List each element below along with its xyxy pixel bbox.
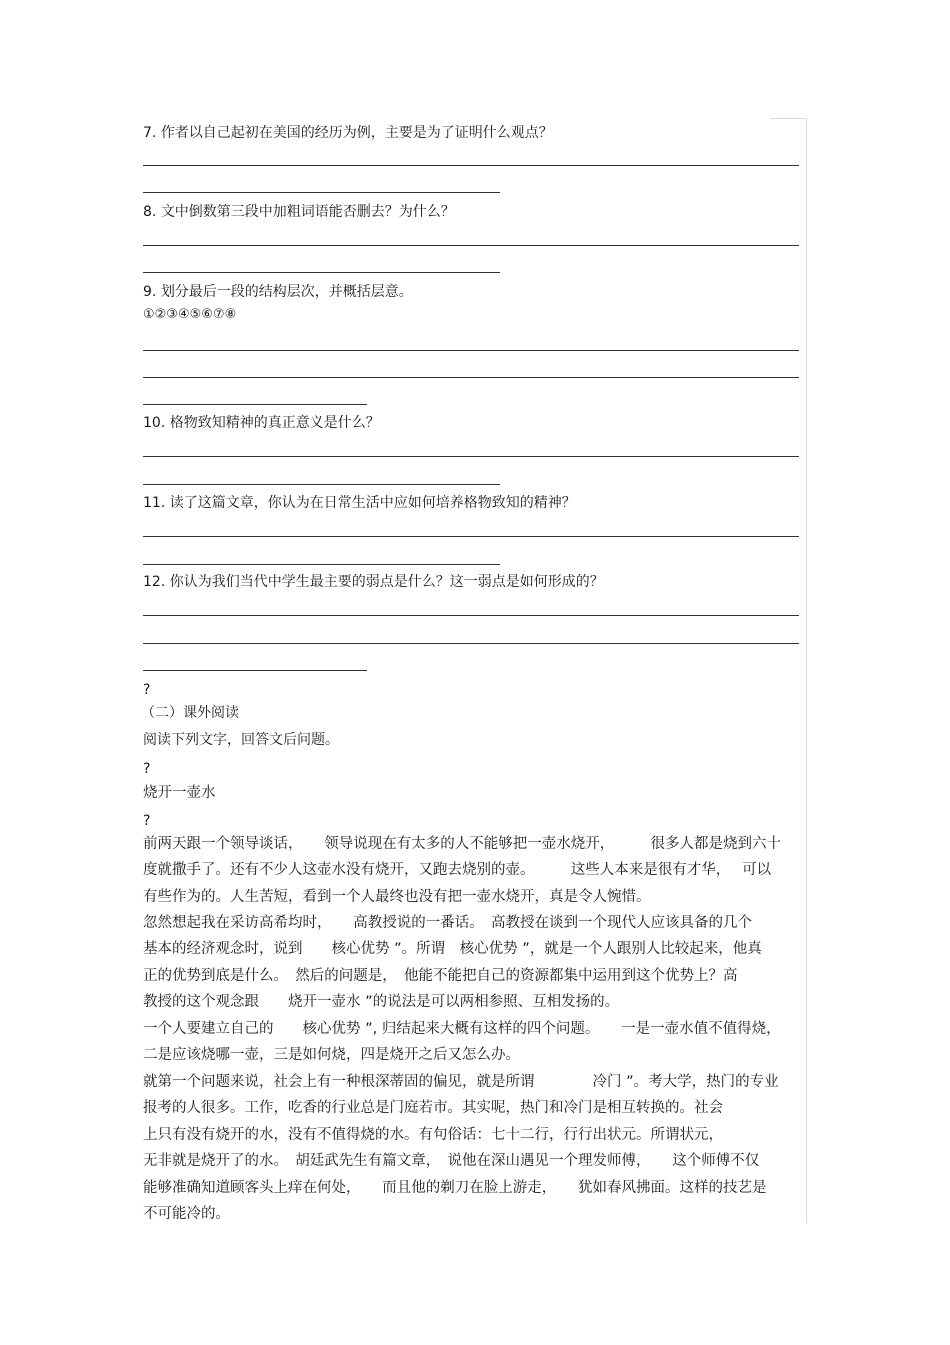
passage-line: 有些作为的。人生苦短，看到一个人最终也没有把一壶水烧开，真是令人惋惜。 [143, 889, 651, 905]
passage-line: 上只有没有烧开的水，没有不值得烧的水。有句俗话：七十二行，行行出状元。所谓状元， [143, 1127, 723, 1143]
passage-line: 教授的这个观念跟 烧开一壶水 ”的说法是可以两相参照、互相发扬的。 [143, 994, 620, 1010]
answer-line[interactable] [143, 615, 799, 616]
question-mark: ? [143, 813, 151, 829]
passage-line: 忽然想起我在采访高希均时， 高教授说的一番话。 高教授在谈到一个现代人应该具备的几个 [143, 915, 752, 931]
answer-line[interactable] [143, 272, 500, 273]
passage-line: 能够准确知道顾客头上痒在何处， 而且他的剃刀在脸上游走， 犹如春风拂面。这样的技艺是 [143, 1180, 767, 1196]
passage-line: 不可能冷的。 [143, 1206, 230, 1222]
passage-line: 无非就是烧开了的水。 胡廷武先生有篇文章， 说他在深山遇见一个理发师傅， 这个师傅不仅 [143, 1153, 760, 1169]
question-9-circled-numbers: ①②③④⑤⑥⑦⑧ [143, 307, 237, 322]
section-instruction: 阅读下列文字，回答文后问题。 [143, 732, 339, 748]
page-border-right [806, 118, 807, 1223]
question-mark: ? [143, 761, 151, 777]
question-9: 9. 划分最后一段的结构层次，并概括层意。 [143, 284, 413, 300]
answer-line[interactable] [143, 564, 500, 565]
passage-line: 二是应该烧哪一壶，三是如何烧，四是烧开之后又怎么办。 [143, 1047, 520, 1063]
passage-line: 前两天跟一个领导谈话， 领导说现在有太多的人不能够把一壶水烧开， 很多人都是烧到六十 [143, 836, 781, 852]
answer-line[interactable] [143, 404, 367, 405]
answer-line[interactable] [143, 245, 799, 246]
passage-line: 就第一个问题来说，社会上有一种根深蒂固的偏见，就是所谓 冷门 ”。考大学，热门的专业 [143, 1074, 779, 1090]
question-12: 12. 你认为我们当代中学生最主要的弱点是什么？这一弱点是如何形成的？ [143, 574, 604, 590]
answer-line[interactable] [143, 670, 367, 671]
question-11: 11. 读了这篇文章，你认为在日常生活中应如何培养格物致知的精神？ [143, 495, 576, 511]
passage-line: 度就撒手了。还有不少人这壶水没有烧开，又跑去烧别的壶。 这些人本来是很有才华， 可以 [143, 862, 772, 878]
answer-line[interactable] [143, 643, 799, 644]
answer-line[interactable] [143, 484, 500, 485]
question-8: 8. 文中倒数第三段中加粗词语能否删去？为什么？ [143, 204, 455, 220]
answer-line[interactable] [143, 536, 799, 537]
question-mark: ? [143, 682, 151, 698]
answer-line[interactable] [143, 165, 799, 166]
passage-line: 基本的经济观念时，说到 核心优势 ”。所谓 核心优势 ”，就是一个人跟别人比较起来，他真 [143, 941, 762, 957]
page-border-top [770, 118, 807, 119]
passage-line: 报考的人很多。工作，吃香的行业总是门庭若市。其实呢，热门和冷门是相互转换的。社会 [143, 1100, 723, 1116]
answer-line[interactable] [143, 377, 799, 378]
answer-line[interactable] [143, 192, 500, 193]
answer-line[interactable] [143, 350, 799, 351]
section-heading: （二）课外阅读 [141, 705, 239, 721]
answer-line[interactable] [143, 456, 799, 457]
question-7: 7. 作者以自己起初在美国的经历为例，主要是为了证明什么观点？ [143, 125, 553, 141]
passage-title: 烧开一壶水 [143, 785, 216, 801]
passage-line: 一个人要建立自己的 核心优势 ”, 归结起来大概有这样的四个问题。 一是一壶水值不值得烧， [143, 1021, 781, 1037]
question-10: 10. 格物致知精神的真正意义是什么？ [143, 415, 380, 431]
passage-line: 正的优势到底是什么。 然后的问题是， 他能不能把自己的资源都集中运用到这个优势上？高 [143, 968, 738, 984]
